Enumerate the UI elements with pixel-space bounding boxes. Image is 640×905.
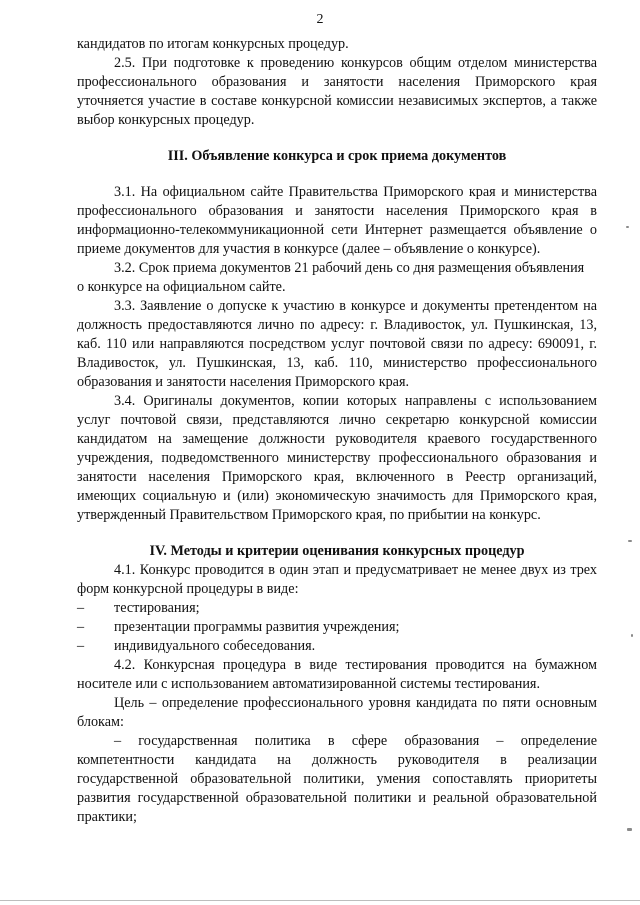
list-item <box>77 618 597 637</box>
list-item-text: тестирования; <box>114 600 200 616</box>
scan-speck <box>626 226 629 228</box>
spacer <box>77 130 597 147</box>
paragraph-4-2: 4.2. Конкурсная процедура в виде тестирования проводится на бумажном носителе или с использованием автоматизированной системы тестирования. <box>77 657 597 692</box>
section-heading-3: III. Объявление конкурса и срок приема документов <box>167 148 507 164</box>
spacer <box>77 166 597 183</box>
dash-marker: – <box>77 638 85 654</box>
dash-marker: – <box>77 600 85 616</box>
scan-edge-line <box>0 900 640 901</box>
spacer <box>77 525 597 542</box>
paragraph-3-2-continued: о конкурсе на официальном сайте. <box>77 279 286 295</box>
paragraph-3-1: 3.1. На официальном сайте Правительства Приморского края и министерства профессионального образования и занятости населения Приморского края в информационно-телекоммуникационной сети Интернет размещается объявление о приеме документов для участия в конкурсе (далее – объявление о конкурсе). <box>77 184 597 257</box>
page-number: 2 <box>316 12 324 27</box>
scan-speck <box>627 828 632 831</box>
paragraph-3-4: 3.4. Оригиналы документов, копии которых направлены с использованием услуг почтовой связи, представляются лично секретарю конкурсной комиссии кандидатом на замещение должности руководителя краевого государственного учреждения, подведомственного министерству профессионального образования и занятости населения Приморского края, включенного в Реестр организаций, имеющих социальную и (или) экономическую значимость для Приморского края, утвержденный Правительством Приморского края, по прибытии на конкурс. <box>77 393 597 523</box>
paragraph-goal: Цель – определение профессионального уровня кандидата по пяти основным блокам: <box>77 695 597 730</box>
paragraph-3-2: 3.2. Срок приема документов 21 рабочий день со дня размещения объявления <box>114 260 585 276</box>
scan-speck <box>628 540 632 542</box>
paragraph-block-state-policy: – государственная политика в сфере образования – определение компетентности кандидата на должность руководителя в реализации государственной образовательной политики, умения сопоставлять приоритеты развития государственной образовательной политики и реальной образовательной практики; <box>77 733 597 825</box>
scan-speck <box>631 634 633 637</box>
dash-marker: – <box>77 619 85 635</box>
list-item <box>77 599 597 618</box>
list-item-text: презентации программы развития учреждения; <box>114 619 400 635</box>
document-body <box>77 35 597 827</box>
paragraph-3-3: 3.3. Заявление о допуске к участию в конкурсе и документы претендентом на должность предоставляются лично по адресу: г. Владивосток, ул. Пушкинская, 13, каб. 110 или направляются посредством услуг почтовой связи по адресу: 690091, г. Владивосток, ул. Пушкинская, 13, каб. 110, министерство профессионального образования и занятости населения Приморского края. <box>77 298 597 390</box>
paragraph-4-1: 4.1. Конкурс проводится в один этап и предусматривает не менее двух из трех форм конкурсной процедуры в виде: <box>77 562 597 597</box>
list-item <box>77 637 597 656</box>
paragraph: кандидатов по итогам конкурсных процедур. <box>77 36 349 52</box>
list-item-text: индивидуального собеседования. <box>114 638 316 654</box>
paragraph-2-5: 2.5. При подготовке к проведению конкурсов общим отделом министерства профессионального образования и занятости населения Приморского края уточняется участие в составе конкурсной комиссии независимых экспертов, а также выбор конкурсных процедур. <box>77 55 597 128</box>
section-heading-4: IV. Методы и критерии оценивания конкурсных процедур <box>149 543 525 559</box>
